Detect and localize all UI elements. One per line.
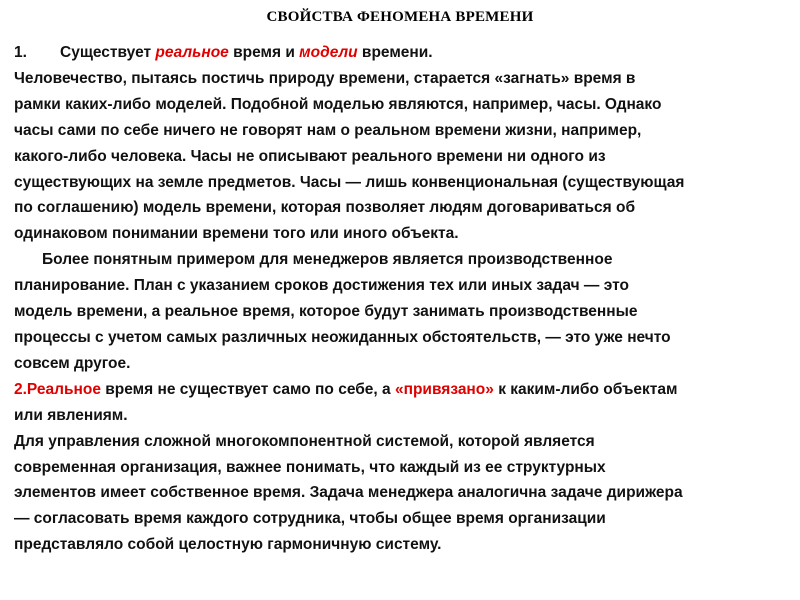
point-2-continuation: или явлениям. bbox=[14, 406, 128, 424]
slide-title: СВОЙСТВА ФЕНОМЕНА ВРЕМЕНИ bbox=[266, 9, 534, 25]
para-1-line: одинаковом понимании времени того или иного объекта. bbox=[14, 225, 459, 243]
point-1-suffix: времени. bbox=[357, 44, 433, 61]
para-3-line: элементов имеет собственное время. Задача менеджера аналогична задаче дирижера bbox=[14, 484, 683, 502]
para-3-line: представляло собой целостную гармоничную систему. bbox=[14, 536, 442, 554]
para-2-line: процессы с учетом самых различных неожиданных обстоятельств, — это уже нечто bbox=[14, 328, 671, 346]
para-2-line: планирование. План с указанием сроков достижения тех или иных задач — это bbox=[14, 277, 629, 295]
point-2-heading bbox=[14, 377, 789, 403]
para-1-line: по соглашению) модель времени, которая позволяет людям договариваться об bbox=[14, 199, 636, 217]
para-2-line: модель времени, а реальное время, которое будут занимать производственные bbox=[14, 303, 638, 321]
para-3-line: — согласовать время каждого сотрудника, чтобы общее время организации bbox=[14, 510, 606, 528]
para-3-line: Для управления сложной многокомпонентной системой, которой является bbox=[14, 432, 595, 450]
para-1-line: какого-либо человека. Часы не описывают реального времени ни одного из bbox=[14, 147, 606, 165]
point-1-number: 1. bbox=[14, 44, 27, 61]
point-1-real-word: реальное bbox=[155, 44, 229, 61]
point-1-heading bbox=[14, 40, 789, 66]
para-2-line: совсем другое. bbox=[14, 354, 131, 372]
para-1-line: часы сами по себе ничего не говорят нам о реальном времени жизни, например, bbox=[14, 121, 642, 139]
para-1-line: Человечество, пытаясь постичь природу времени, старается «загнать» время в bbox=[14, 69, 636, 87]
point-2-middle: время не существует само по себе, а bbox=[100, 380, 395, 398]
para-2-line: Более понятным примером для менеджеров является производственное bbox=[42, 251, 613, 269]
point-2-suffix: к каким-либо объектам bbox=[493, 380, 678, 398]
para-1-line: рамки каких-либо моделей. Подобной моделью являются, например, часы. Однако bbox=[14, 95, 662, 113]
slide-body bbox=[14, 40, 789, 558]
point-1-middle: время и bbox=[228, 44, 300, 61]
point-1-models-word: модели bbox=[299, 44, 358, 61]
point-2-number-real: 2.Реальное bbox=[14, 380, 101, 398]
para-3-line: современная организация, важнее понимать, что каждый из ее структурных bbox=[14, 458, 606, 476]
point-1-prefix: Существует bbox=[60, 44, 156, 61]
para-1-line: существующих на земле предметов. Часы — лишь конвенциональная (существующая bbox=[14, 173, 685, 191]
point-2-bound-word: «привязано» bbox=[394, 380, 494, 398]
